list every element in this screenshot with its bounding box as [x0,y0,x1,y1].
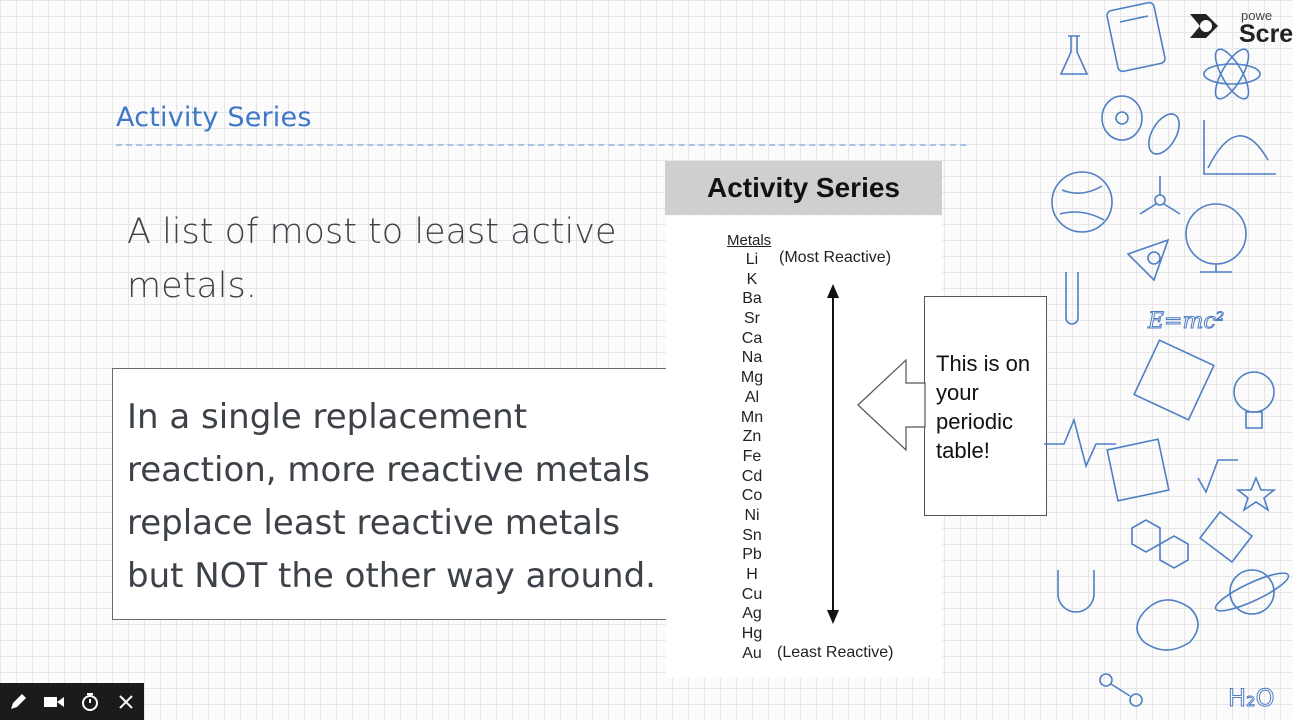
bacteria-icon [1143,109,1186,159]
intro-text: A list of most to least active metals. [127,212,617,306]
recording-toolbar [0,683,144,720]
atom-icon [1204,45,1260,103]
plant-tube-icon [1066,272,1078,324]
cell-icon [1102,96,1142,140]
metal-item: Sr [744,310,760,328]
slide-title: Activity Series [116,102,312,133]
reactivity-arrow-icon [820,284,846,624]
callout-arrow-icon [856,356,926,454]
pen-button[interactable] [4,688,32,716]
activity-series-header: Activity Series [665,161,942,215]
metal-list [732,250,772,663]
metal-item: Al [744,388,760,406]
planet-icon [1212,567,1292,617]
microscope-slide-icon [1134,340,1214,420]
metals-column-heading: Metals [727,232,772,249]
pulse-icon [1044,420,1116,466]
title-divider [116,144,966,146]
rocket-icon [1128,240,1168,280]
pen-icon [8,692,28,712]
test-tube-icon [1200,512,1252,562]
logo-powered-text: powe [1241,8,1273,23]
rule-text: In a single replacement reaction, more reactive metals replace least reactive metals but NOT the other way around. [127,397,656,596]
metal-item: Fe [742,447,762,465]
star-icon [1238,478,1274,510]
calculator-icon [1106,2,1166,73]
metal-item: Cu [741,585,763,603]
hexagon-icon [1132,520,1188,568]
callout-text: This is on your periodic table! [936,351,1031,463]
metal-item: Ni [744,506,760,524]
metal-item: Co [741,487,763,505]
metal-item: Mn [740,408,764,426]
metal-item: Ca [741,329,763,347]
metal-item: Sn [742,526,762,544]
timer-button[interactable] [76,688,104,716]
camera-icon [43,693,65,711]
water-formula-icon [1228,684,1275,712]
metal-item: K [746,270,758,288]
least-reactive-label: (Least Reactive) [777,644,894,661]
close-icon [118,694,134,710]
rule-box [112,368,688,620]
bulb-icon [1234,372,1274,428]
logo-brand-text: Scre [1239,20,1293,48]
metal-item: H [746,566,758,583]
globe-icon [1052,172,1112,232]
svg-text:H₂O: H₂O [1228,684,1275,712]
metal-item: Mg [740,369,764,387]
svg-text:E=mc²: E=mc² [1148,309,1225,334]
metal-item: Hg [741,625,763,643]
brain-icon [1137,600,1198,650]
metal-item: Li [745,251,759,268]
molecule-icon [1140,176,1180,214]
globe-stand-icon [1186,204,1246,272]
metal-item: Ba [742,290,762,308]
science-doodles-decoration [1040,0,1280,720]
metal-item: Na [741,349,763,367]
flask-icon [1061,36,1087,74]
molecule-chain-icon [1100,674,1142,706]
graph-icon [1204,120,1276,174]
sqrt-icon [1198,460,1238,492]
abacus-icon [1107,439,1169,501]
metal-item: Au [742,644,762,662]
close-button[interactable] [112,688,140,716]
metal-item: Pb [742,546,762,564]
camera-button[interactable] [40,688,68,716]
timer-icon [80,692,100,712]
most-reactive-label: (Most Reactive) [779,249,892,266]
formula-icon [1147,309,1225,334]
metal-item: Ag [742,605,762,623]
metal-item: Zn [742,428,762,446]
metal-item: Cd [741,467,763,485]
magnet-icon [1058,570,1094,612]
